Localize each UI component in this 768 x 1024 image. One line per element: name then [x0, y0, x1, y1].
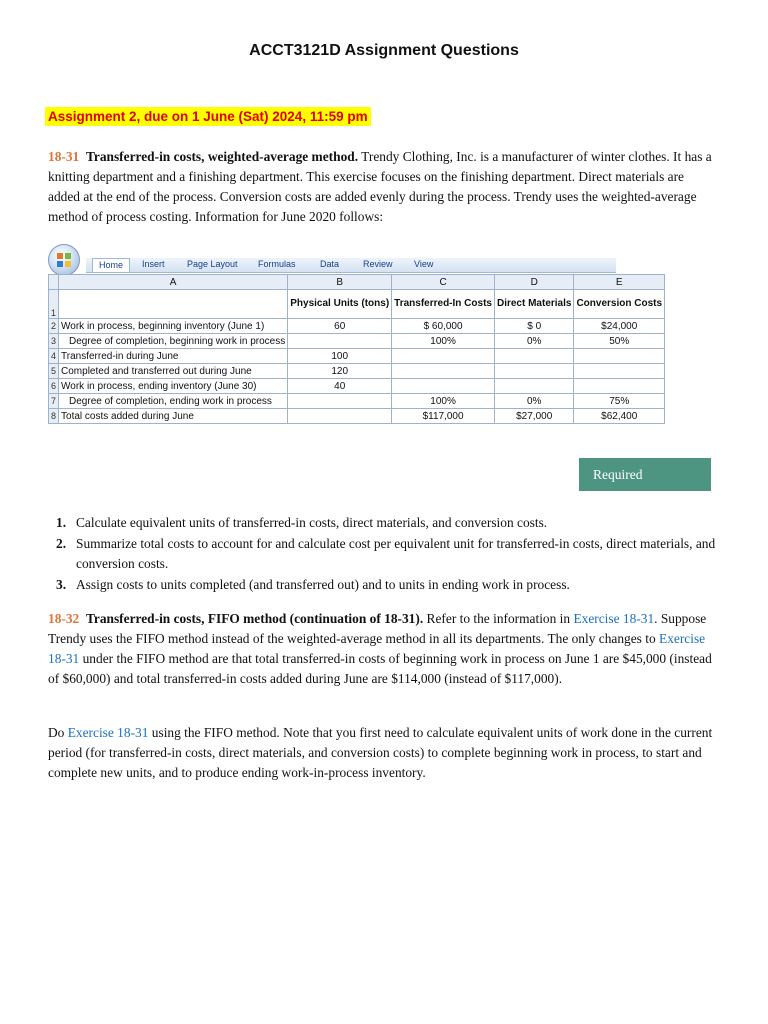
list-item: [56, 513, 746, 533]
cell: [392, 379, 495, 394]
exercise-text: Refer to the information in: [426, 611, 571, 626]
header-transferred-in: Transferred-In Costs: [392, 290, 495, 319]
cell: 100%: [392, 334, 495, 349]
row-label: Degree of completion, ending work in process: [59, 394, 288, 409]
header-direct-materials: Direct Materials: [494, 290, 573, 319]
cell: [288, 334, 392, 349]
table-row: [49, 394, 665, 409]
cell: $62,400: [574, 409, 665, 424]
required-button[interactable]: Required: [579, 458, 711, 491]
cell: $ 0: [494, 319, 573, 334]
instruction-text: Do: [48, 725, 65, 740]
cell: [288, 394, 392, 409]
cell: $24,000: [574, 319, 665, 334]
exercise-number: 18-31: [48, 149, 80, 164]
exercise-text: under the FIFO method are that total transferred-in costs of beginning work in process on June 1 are $45,000 (instead of $60,000) and total transferred-in costs added during June are $114,000 (instead of $117,000).: [48, 651, 712, 686]
requirements-list: [48, 513, 746, 596]
column-header: A: [59, 275, 288, 290]
tab-page-layout: Page Layout: [187, 259, 238, 269]
exercise-18-31-intro: [48, 147, 718, 227]
table-row: [49, 409, 665, 424]
row-number: 6: [49, 379, 59, 394]
row-label: Completed and transferred out during June: [59, 364, 288, 379]
header-physical-units: Physical Units (tons): [288, 290, 392, 319]
cell: [392, 364, 495, 379]
data-table: [48, 274, 665, 424]
exercise-number: 18-32: [48, 611, 80, 626]
cell: 0%: [494, 394, 573, 409]
row-label: Transferred-in during June: [59, 349, 288, 364]
due-date-banner: Assignment 2, due on 1 June (Sat) 2024, 11:59 pm: [45, 107, 371, 126]
row-number: 1: [49, 290, 59, 319]
row-number: 5: [49, 364, 59, 379]
cell: $117,000: [392, 409, 495, 424]
row-label: Degree of completion, beginning work in process: [59, 334, 288, 349]
cell: 100%: [392, 394, 495, 409]
ribbon-tabs: [86, 258, 616, 273]
cell: [494, 379, 573, 394]
column-header: B: [288, 275, 392, 290]
exercise-18-31-link[interactable]: Exercise 18-31: [573, 611, 655, 626]
instruction-text: using the FIFO method. Note that you first need to calculate equivalent units of work done in the current period (for transferred-in costs, direct materials, and conversion costs) to complete beginning work in process, to start and complete new units, and to produce ending work-in-process inventory.: [48, 725, 713, 780]
cell: $27,000: [494, 409, 573, 424]
cell: $ 60,000: [392, 319, 495, 334]
tab-formulas: Formulas: [258, 259, 296, 269]
cell: 100: [288, 349, 392, 364]
cell: [494, 349, 573, 364]
exercise-heading: Transferred-in costs, FIFO method (continuation of 18-31).: [85, 611, 424, 626]
column-header: E: [574, 275, 665, 290]
item-number: 1.: [56, 515, 67, 530]
row-number: 2: [49, 319, 59, 334]
tab-insert: Insert: [142, 259, 165, 269]
office-logo-icon: [56, 252, 72, 268]
cell: 50%: [574, 334, 665, 349]
item-number: 2.: [56, 536, 67, 551]
cell: 60: [288, 319, 392, 334]
table-row: [49, 364, 665, 379]
list-item: [56, 575, 746, 595]
row-number: 3: [49, 334, 59, 349]
item-text: Summarize total costs to account for and calculate cost per equivalent unit for transferred-in costs, direct materials, and conversion costs.: [76, 536, 716, 571]
column-header-row: [49, 275, 665, 290]
tab-home: Home: [92, 258, 130, 272]
row-number: 8: [49, 409, 59, 424]
cell: 75%: [574, 394, 665, 409]
row-number: 7: [49, 394, 59, 409]
cell: [574, 379, 665, 394]
cell: 120: [288, 364, 392, 379]
page-title: ACCT3121D Assignment Questions: [249, 42, 519, 59]
table-header-row: [49, 290, 665, 319]
cell: [288, 409, 392, 424]
exercise-heading: Transferred-in costs, weighted-average method.: [85, 149, 359, 164]
exercise-18-31-link[interactable]: Exercise 18-31: [67, 725, 149, 740]
exercise-18-32-paragraph: [48, 609, 718, 689]
tab-view: View: [414, 259, 434, 269]
row-number: 4: [49, 349, 59, 364]
tab-data: Data: [320, 259, 340, 269]
cell: 40: [288, 379, 392, 394]
cell: [494, 364, 573, 379]
header-conversion-costs: Conversion Costs: [574, 290, 665, 319]
table-row: [49, 334, 665, 349]
exercise-text: Trendy Clothing, Inc. is a manufacturer of winter clothes. It has a knitting department and a finishing department. This exercise focuses on the finishing department. Direct materials are added at the end of the process. Conversion costs are added evenly during the process. Trendy uses the weighted-average method of process costing. Information for June 2020 follows:: [48, 149, 712, 224]
fifo-instructions-paragraph: [48, 723, 718, 783]
column-header: C: [392, 275, 495, 290]
exercise-text: . Suppose Trendy uses the FIFO method instead of the weighted-average method in all its departments. The only changes to: [48, 611, 707, 646]
table-row: [49, 319, 665, 334]
list-item: [56, 534, 746, 574]
item-text: Calculate equivalent units of transferred-in costs, direct materials, and conversion costs.: [76, 515, 548, 530]
row-label: Work in process, ending inventory (June 30): [59, 379, 288, 394]
column-header: D: [494, 275, 573, 290]
cell: [574, 364, 665, 379]
exercise-18-31-link[interactable]: Exercise 18-31: [48, 631, 706, 666]
row-label: Total costs added during June: [59, 409, 288, 424]
item-text: Assign costs to units completed (and transferred out) and to units in ending work in process.: [76, 577, 570, 592]
row-label: Work in process, beginning inventory (June 1): [59, 319, 288, 334]
table-row: [49, 379, 665, 394]
table-row: [49, 349, 665, 364]
cell: [392, 349, 495, 364]
item-number: 3.: [56, 577, 67, 592]
spreadsheet-image: [48, 244, 663, 426]
cell: [574, 349, 665, 364]
cell: 0%: [494, 334, 573, 349]
tab-review: Review: [363, 259, 393, 269]
office-button: [48, 244, 80, 276]
